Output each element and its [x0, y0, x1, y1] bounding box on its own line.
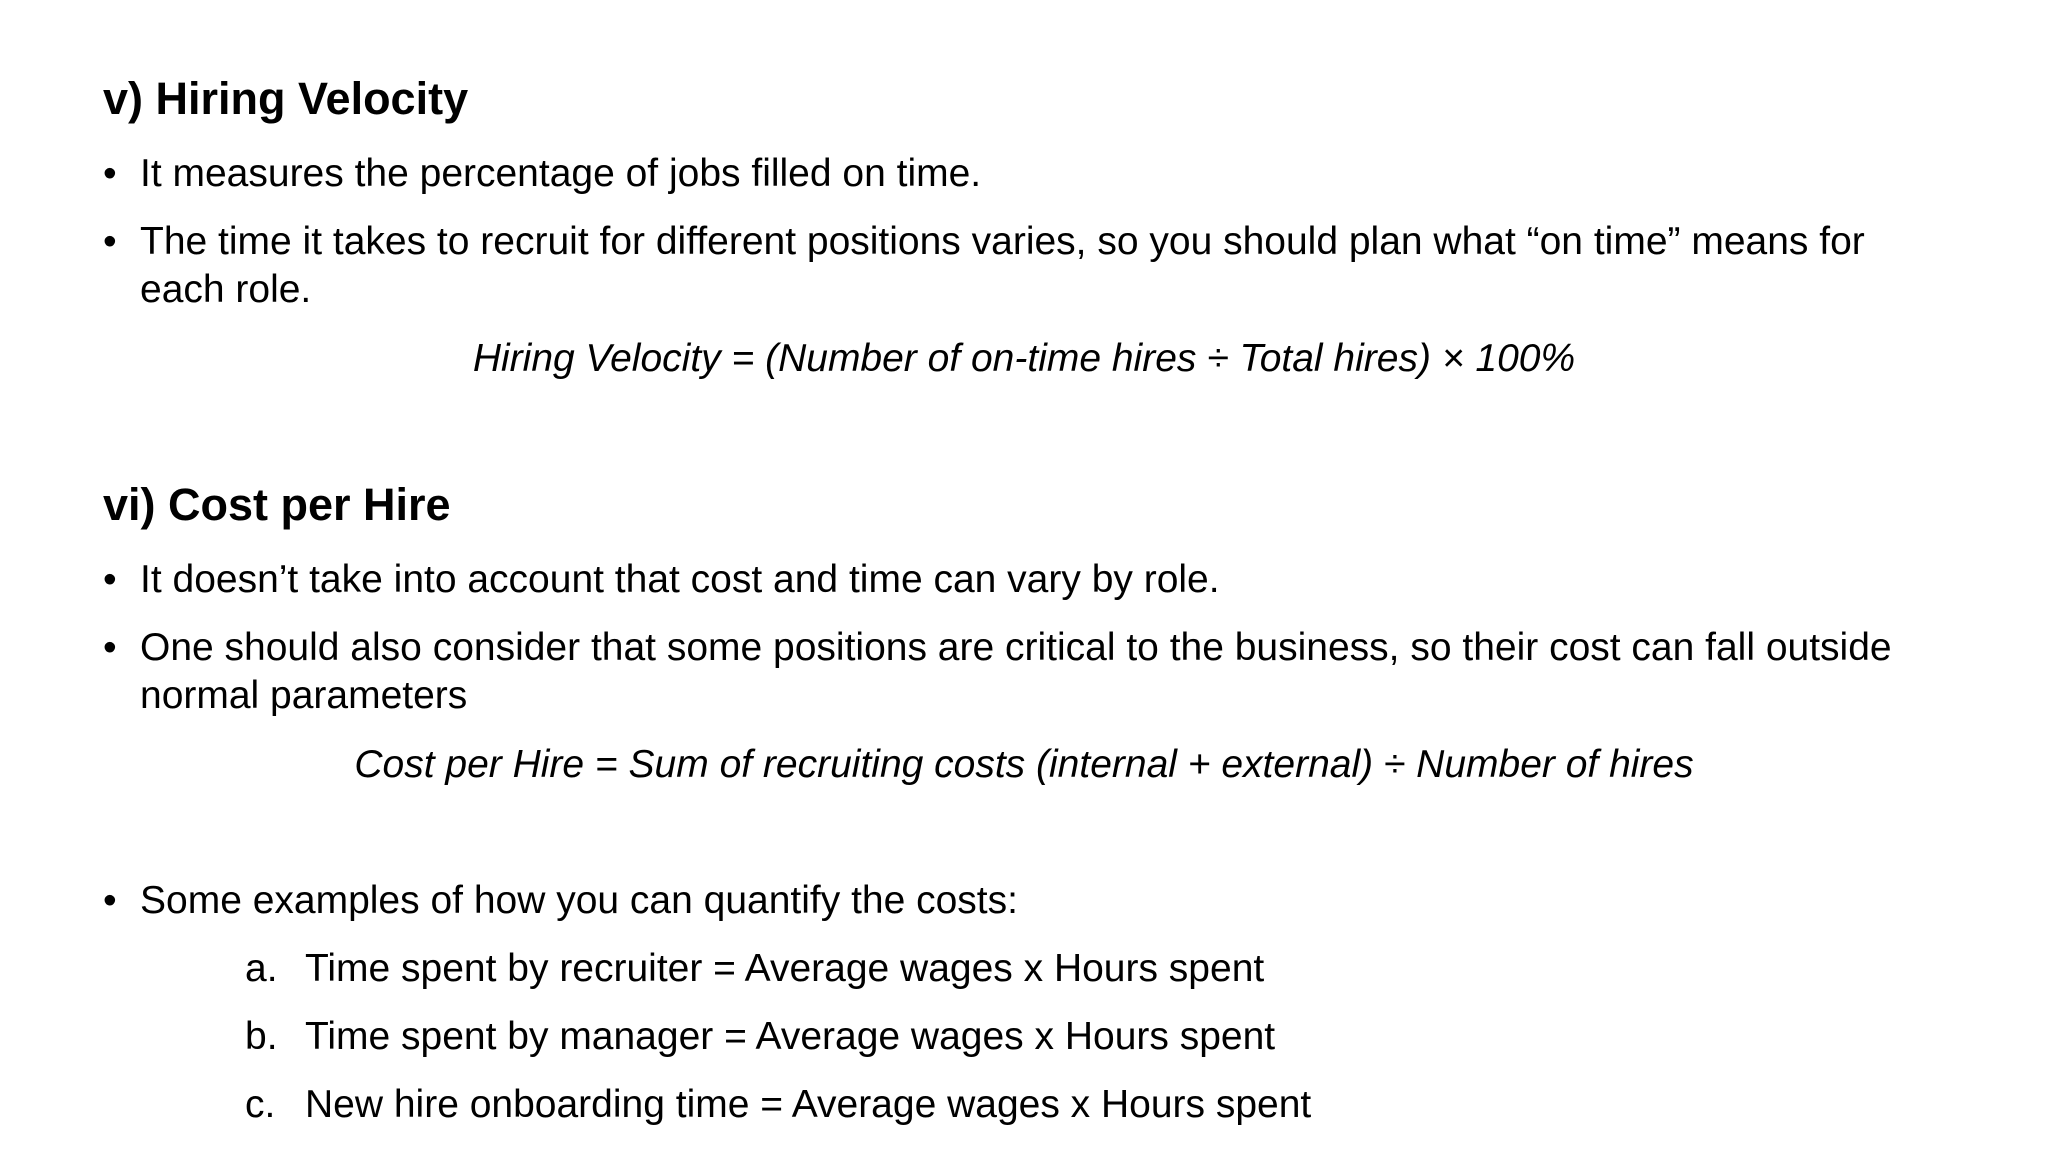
bullet-item	[103, 624, 1943, 720]
hiring-velocity-formula: Hiring Velocity = (Number of on-time hires ÷ Total hires) × 100%	[472, 337, 1576, 380]
example-item-a	[245, 945, 1264, 993]
bullet-text: The time it takes to recruit for different positions varies, so you should plan what “on time” means for each role.	[140, 220, 1865, 311]
list-marker: b.	[245, 1015, 278, 1058]
bullet-text: Some examples of how you can quantify the costs:	[140, 879, 1018, 922]
bullet-text: It measures the percentage of jobs filled on time.	[140, 152, 982, 195]
bullet-text: One should also consider that some positions are critical to the business, so their cost can fall outside normal parameters	[140, 626, 1892, 717]
example-item-b	[245, 1013, 1275, 1061]
bullet-item	[103, 556, 1943, 604]
bullet-item	[103, 150, 1943, 198]
cost-per-hire-formula: Cost per Hire = Sum of recruiting costs (internal + external) ÷ Number of hires	[354, 743, 1694, 786]
bullet-marker: •	[103, 152, 117, 195]
example-text: Time spent by manager = Average wages x Hours spent	[305, 1015, 1276, 1058]
bullet-item	[103, 218, 1943, 314]
list-marker: c.	[245, 1083, 276, 1126]
bullet-marker: •	[103, 558, 117, 601]
example-text: New hire onboarding time = Average wages x Hours spent	[305, 1083, 1312, 1126]
bullet-item	[103, 877, 1943, 925]
example-item-c	[245, 1081, 1311, 1129]
list-marker: a.	[245, 947, 278, 990]
bullet-marker: •	[103, 626, 117, 669]
hiring-velocity-heading: v) Hiring Velocity	[103, 73, 469, 124]
cost-per-hire-heading: vi) Cost per Hire	[103, 479, 451, 530]
example-text: Time spent by recruiter = Average wages x Hours spent	[305, 947, 1265, 990]
bullet-marker: •	[103, 879, 117, 922]
bullet-text: It doesn’t take into account that cost and time can vary by role.	[140, 558, 1220, 601]
bullet-marker: •	[103, 220, 117, 263]
